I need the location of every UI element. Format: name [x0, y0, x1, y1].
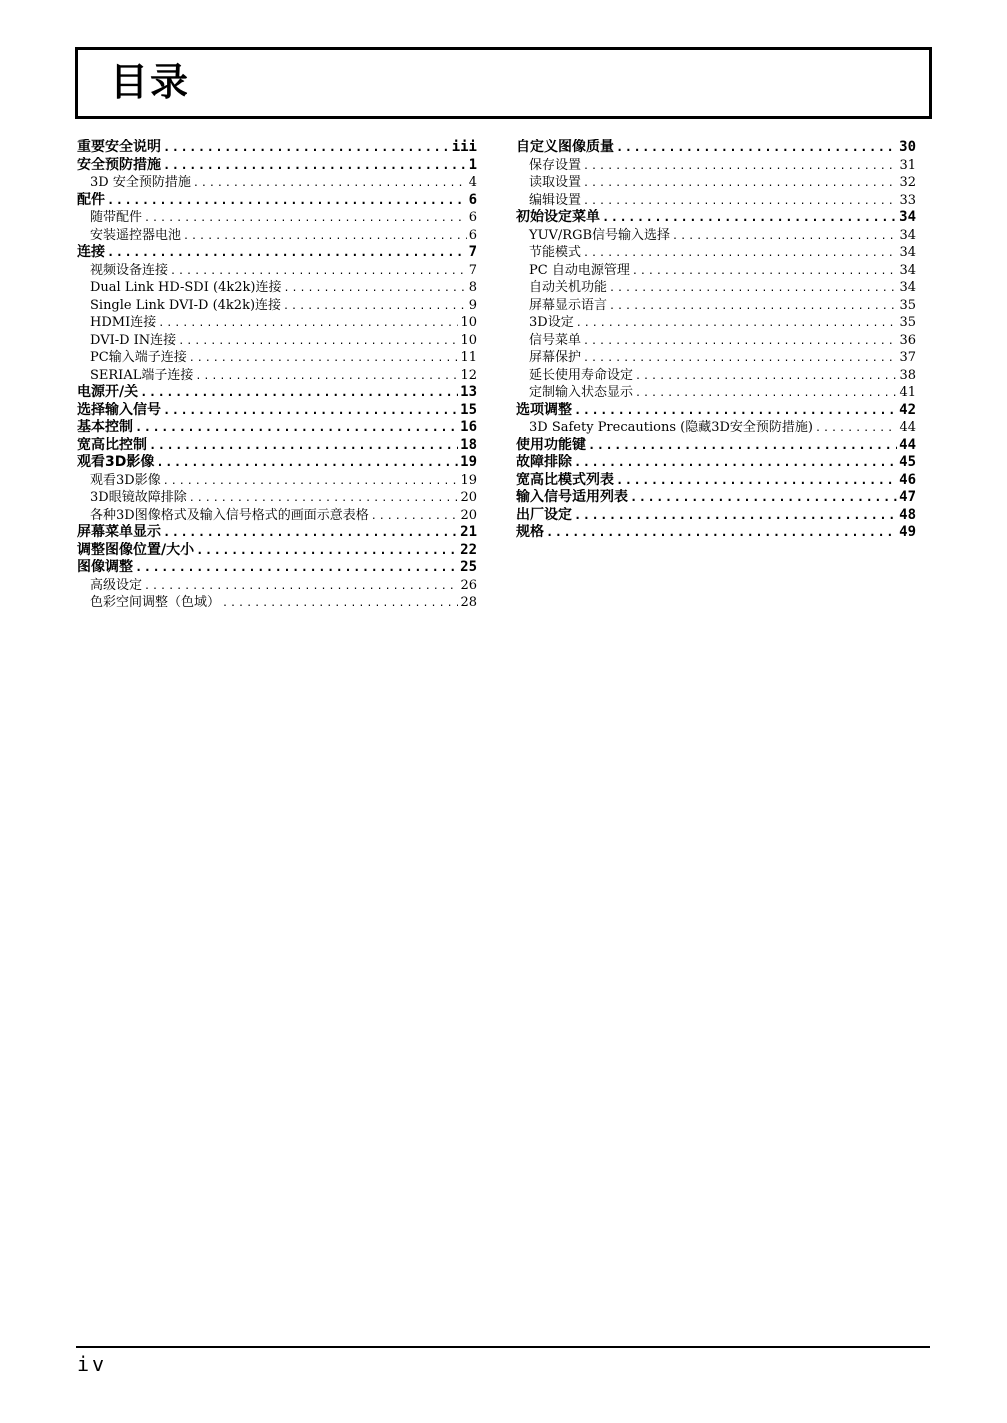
- toc-leader-dots: [163, 473, 459, 490]
- toc-entry-label: 各种3D图像格式及输入信号格式的画面示意表格: [90, 507, 369, 523]
- toc-subsection-entry[interactable]: [77, 262, 477, 280]
- toc-entry-label: 观看3D影像: [77, 454, 155, 470]
- toc-leader-dots: [583, 350, 897, 367]
- toc-section-entry[interactable]: [516, 402, 916, 420]
- toc-entry-page: 19: [460, 454, 477, 470]
- toc-section-entry[interactable]: [77, 559, 477, 577]
- toc-leader-dots: [196, 542, 458, 560]
- toc-entry-page: 12: [460, 367, 477, 383]
- toc-leader-dots: [178, 333, 458, 350]
- toc-entry-label: 使用功能键: [516, 436, 586, 453]
- toc-entry-label: 规格: [516, 524, 544, 540]
- toc-leader-dots: [183, 228, 467, 245]
- toc-leader-dots: [583, 193, 897, 210]
- toc-subsection-entry[interactable]: [77, 367, 477, 385]
- toc-leader-dots: [574, 454, 897, 472]
- toc-leader-dots: [158, 315, 458, 332]
- toc-entry-label: 屏幕菜单显示: [77, 524, 161, 540]
- toc-subsection-entry[interactable]: [516, 367, 916, 385]
- toc-subsection-entry[interactable]: [516, 262, 916, 280]
- toc-entry-label: 宽高比模式列表: [516, 471, 614, 488]
- toc-subsection-entry[interactable]: [77, 332, 477, 350]
- toc-entry-page: 15: [460, 401, 477, 418]
- toc-entry-page: 6: [468, 191, 477, 208]
- toc-entry-label: 定制输入状态显示: [529, 385, 634, 400]
- toc-subsection-entry[interactable]: [516, 157, 916, 175]
- toc-entry-label: PC 自动电源管理: [529, 262, 630, 278]
- toc-entry-label: 选择输入信号: [77, 401, 161, 418]
- toc-entry-page: 41: [899, 385, 916, 400]
- toc-subsection-entry[interactable]: [516, 174, 916, 192]
- toc-entry-page: 22: [460, 541, 477, 558]
- toc-left-column: [77, 139, 477, 612]
- toc-entry-page: 44: [899, 436, 916, 453]
- toc-section-entry[interactable]: [77, 524, 477, 542]
- footer-page-number: iv: [77, 1352, 108, 1376]
- toc-section-entry[interactable]: [516, 139, 916, 157]
- toc-section-entry[interactable]: [516, 507, 916, 525]
- toc-entry-page: 34: [899, 262, 916, 278]
- toc-subsection-entry[interactable]: [77, 577, 477, 595]
- toc-leader-dots: [107, 244, 467, 262]
- toc-leader-dots: [583, 245, 897, 262]
- toc-leader-dots: [672, 228, 897, 245]
- toc-subsection-entry[interactable]: [516, 244, 916, 262]
- toc-leader-dots: [576, 315, 898, 332]
- toc-entry-label: 3D Safety Precautions (隐藏3D安全预防措施): [529, 420, 813, 435]
- toc-leader-dots: [283, 280, 466, 297]
- toc-entry-label: 安装遥控器电池: [90, 227, 182, 243]
- toc-entry-page: 34: [899, 245, 916, 260]
- toc-entry-page: 6: [468, 210, 477, 225]
- toc-leader-dots: [156, 454, 458, 472]
- toc-entry-page: 19: [460, 472, 477, 488]
- toc-subsection-entry[interactable]: [516, 314, 916, 332]
- title-box: [75, 47, 932, 119]
- toc-section-entry[interactable]: [77, 454, 477, 472]
- toc-entry-page: 26: [460, 577, 477, 593]
- toc-subsection-entry[interactable]: [516, 349, 916, 367]
- toc-leader-dots: [371, 508, 459, 525]
- toc-leader-dots: [574, 402, 897, 420]
- toc-entry-label: 自定义图像质量: [516, 139, 614, 155]
- toc-subsection-entry[interactable]: [516, 297, 916, 315]
- toc-leader-dots: [140, 384, 458, 402]
- toc-entry-label: 色彩空间调整（色域）: [90, 595, 221, 610]
- toc-entry-page: 32: [899, 175, 916, 190]
- toc-section-entry[interactable]: [77, 384, 477, 402]
- toc-entry-page: 46: [899, 471, 916, 488]
- toc-entry-label: 延长使用寿命设定: [529, 367, 634, 383]
- toc-leader-dots: [616, 472, 897, 490]
- toc-right-column: [516, 139, 916, 542]
- toc-leader-dots: [588, 437, 897, 455]
- toc-entry-label: 故障排除: [516, 454, 572, 470]
- toc-leader-dots: [635, 385, 897, 402]
- toc-entry-label: 3D 安全预防措施: [90, 175, 191, 190]
- toc-leader-dots: [170, 263, 467, 280]
- toc-section-entry[interactable]: [77, 192, 477, 210]
- toc-entry-page: 18: [460, 436, 477, 453]
- toc-entry-page: iii: [451, 139, 477, 155]
- toc-subsection-entry[interactable]: [77, 227, 477, 245]
- toc-section-entry[interactable]: [77, 542, 477, 560]
- toc-subsection-entry[interactable]: [516, 419, 916, 437]
- toc-entry-page: 34: [899, 209, 916, 225]
- toc-subsection-entry[interactable]: [77, 507, 477, 525]
- toc-section-entry[interactable]: [77, 139, 477, 157]
- toc-entry-label: 基本控制: [77, 419, 133, 435]
- toc-entry-page: 25: [460, 559, 477, 575]
- toc-subsection-entry[interactable]: [77, 297, 477, 315]
- toc-entry-label: 安全预防措施: [77, 156, 161, 173]
- toc-subsection-entry[interactable]: [516, 384, 916, 402]
- toc-entry-page: 28: [460, 595, 477, 610]
- toc-subsection-entry[interactable]: [516, 227, 916, 245]
- toc-entry-page: 11: [460, 350, 477, 365]
- toc-entry-page: 35: [899, 315, 916, 330]
- toc-entry-label: HDMI连接: [90, 315, 157, 330]
- toc-section-entry[interactable]: [77, 437, 477, 455]
- toc-leader-dots: [144, 210, 467, 227]
- toc-entry-label: 屏幕显示语言: [529, 297, 608, 313]
- toc-entry-label: 调整图像位置/大小: [77, 541, 195, 558]
- toc-entry-page: 20: [460, 507, 477, 523]
- footer-divider: [76, 1346, 930, 1348]
- toc-entry-label: 节能模式: [529, 245, 582, 260]
- toc-leader-dots: [630, 489, 897, 507]
- toc-entry-page: 44: [899, 420, 916, 435]
- toc-entry-label: 保存设置: [529, 157, 582, 173]
- toc-subsection-entry[interactable]: [77, 209, 477, 227]
- page-title: 目录: [110, 60, 191, 104]
- toc-entry-page: 34: [899, 227, 916, 243]
- toc-leader-dots: [149, 437, 458, 455]
- toc-section-entry[interactable]: [516, 454, 916, 472]
- toc-section-entry[interactable]: [77, 419, 477, 437]
- toc-subsection-entry[interactable]: [516, 192, 916, 210]
- toc-leader-dots: [107, 192, 467, 210]
- toc-entry-label: 高级设定: [90, 577, 143, 593]
- toc-entry-page: 33: [899, 192, 916, 208]
- toc-entry-label: 信号菜单: [529, 332, 582, 348]
- toc-entry-label: 宽高比控制: [77, 436, 147, 453]
- toc-entry-page: 38: [899, 367, 916, 383]
- toc-leader-dots: [163, 402, 458, 420]
- toc-entry-page: 47: [899, 489, 916, 505]
- toc-entry-label: 配件: [77, 191, 105, 208]
- toc-entry-page: 7: [468, 244, 477, 260]
- toc-entry-page: 13: [460, 384, 477, 400]
- toc-section-entry[interactable]: [77, 402, 477, 420]
- toc-entry-page: 35: [899, 297, 916, 313]
- toc-leader-dots: [602, 209, 897, 227]
- toc-subsection-entry[interactable]: [516, 332, 916, 350]
- toc-entry-label: 视频设备连接: [90, 262, 169, 278]
- toc-leader-dots: [144, 578, 458, 595]
- toc-subsection-entry[interactable]: [77, 314, 477, 332]
- toc-leader-dots: [574, 507, 897, 525]
- toc-subsection-entry[interactable]: [77, 174, 477, 192]
- toc-entry-page: 49: [899, 524, 916, 540]
- toc-entry-label: 3D设定: [529, 315, 574, 330]
- toc-entry-page: 34: [899, 280, 916, 295]
- toc-section-entry[interactable]: [516, 472, 916, 490]
- toc-entry-page: 1: [468, 156, 477, 173]
- toc-entry-label: 重要安全说明: [77, 139, 161, 155]
- toc-entry-label: 电源开/关: [77, 384, 139, 400]
- toc-entry-page: 7: [468, 262, 477, 278]
- toc-leader-dots: [546, 524, 897, 542]
- toc-entry-page: 10: [460, 315, 477, 330]
- toc-leader-dots: [193, 175, 467, 192]
- toc-subsection-entry[interactable]: [77, 472, 477, 490]
- toc-entry-page: 8: [468, 280, 477, 295]
- toc-section-entry[interactable]: [516, 437, 916, 455]
- toc-entry-label: 输入信号适用列表: [516, 489, 628, 505]
- toc-leader-dots: [283, 298, 467, 315]
- toc-entry-page: 6: [468, 227, 477, 243]
- toc-entry-page: 37: [899, 350, 916, 365]
- toc-entry-label: PC输入端子连接: [90, 350, 187, 365]
- toc-leader-dots: [163, 524, 458, 542]
- toc-entry-page: 31: [899, 157, 916, 173]
- toc-entry-label: 出厂设定: [516, 506, 572, 523]
- toc-entry-page: 48: [899, 506, 916, 523]
- toc-subsection-entry[interactable]: [77, 349, 477, 367]
- toc-entry-page: 36: [899, 332, 916, 348]
- toc-entry-label: 自动关机功能: [529, 280, 608, 295]
- toc-entry-label: DVI-D IN连接: [90, 332, 177, 348]
- toc-leader-dots: [189, 490, 459, 507]
- toc-entry-label: 随带配件: [90, 210, 143, 225]
- toc-entry-page: 16: [460, 419, 477, 435]
- toc-leader-dots: [189, 350, 459, 367]
- toc-leader-dots: [583, 175, 897, 192]
- toc-entry-page: 21: [460, 524, 477, 540]
- toc-entry-label: 选项调整: [516, 401, 572, 418]
- toc-leader-dots: [635, 368, 897, 385]
- toc-subsection-entry[interactable]: [77, 489, 477, 507]
- toc-entry-label: 编辑设置: [529, 192, 582, 208]
- toc-section-entry[interactable]: [516, 489, 916, 507]
- toc-entry-label: Single Link DVI-D (4k2k)连接: [90, 297, 282, 313]
- toc-section-entry[interactable]: [516, 524, 916, 542]
- toc-leader-dots: [222, 595, 458, 612]
- toc-entry-label: 读取设置: [529, 175, 582, 190]
- toc-subsection-entry[interactable]: [77, 594, 477, 612]
- toc-entry-label: SERIAL端子连接: [90, 367, 194, 383]
- toc-entry-label: Dual Link HD-SDI (4k2k)连接: [90, 280, 282, 295]
- toc-leader-dots: [163, 139, 450, 157]
- toc-entry-page: 20: [460, 490, 477, 505]
- toc-entry-page: 45: [899, 454, 916, 470]
- toc-section-entry[interactable]: [516, 209, 916, 227]
- toc-entry-label: 观看3D影像: [90, 472, 161, 488]
- toc-leader-dots: [195, 368, 458, 385]
- toc-entry-label: YUV/RGB信号输入选择: [529, 227, 671, 243]
- toc-entry-page: 9: [468, 297, 477, 313]
- toc-subsection-entry[interactable]: [516, 279, 916, 297]
- toc-entry-page: 30: [899, 139, 916, 155]
- toc-leader-dots: [632, 263, 898, 280]
- toc-entry-label: 3D眼镜故障排除: [90, 490, 187, 505]
- toc-entry-label: 连接: [77, 244, 105, 260]
- toc-leader-dots: [583, 158, 897, 175]
- toc-leader-dots: [135, 559, 458, 577]
- toc-entry-page: 4: [468, 175, 477, 190]
- toc-leader-dots: [609, 280, 897, 297]
- toc-leader-dots: [163, 157, 467, 175]
- toc-entry-label: 初始设定菜单: [516, 209, 600, 225]
- toc-entry-page: 42: [899, 401, 916, 418]
- toc-leader-dots: [815, 420, 897, 437]
- toc-leader-dots: [609, 298, 897, 315]
- toc-leader-dots: [135, 419, 458, 437]
- toc-entry-page: 10: [460, 332, 477, 348]
- toc-entry-label: 图像调整: [77, 559, 133, 575]
- toc-leader-dots: [616, 139, 897, 157]
- toc-section-entry[interactable]: [77, 157, 477, 175]
- toc-subsection-entry[interactable]: [77, 279, 477, 297]
- toc-section-entry[interactable]: [77, 244, 477, 262]
- toc-entry-label: 屏幕保护: [529, 350, 582, 365]
- toc-leader-dots: [583, 333, 897, 350]
